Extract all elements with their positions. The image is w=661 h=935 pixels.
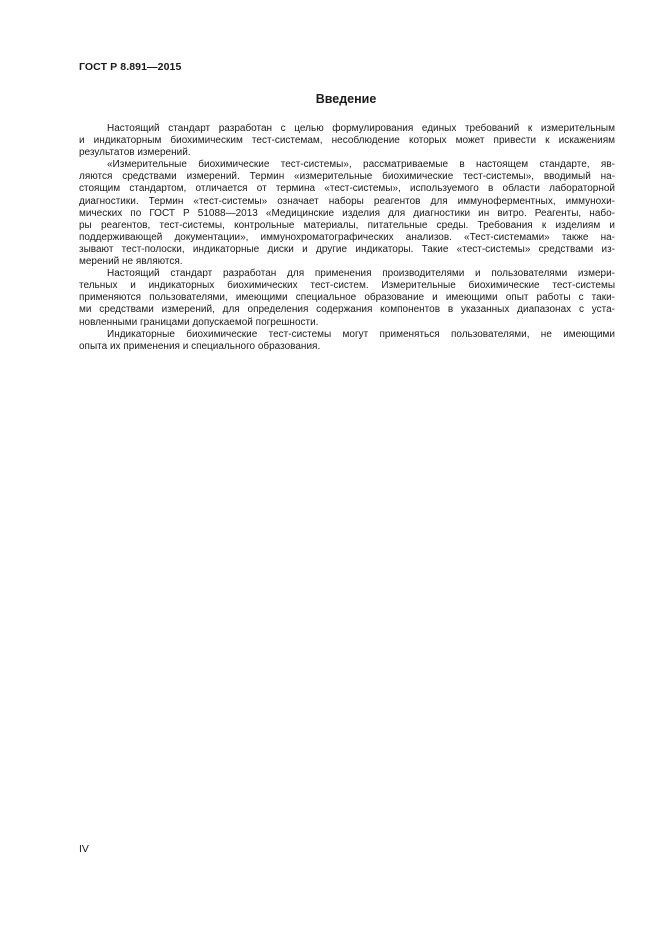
text-line: опыта их применения и специального образования. — [79, 340, 321, 352]
text-line: ми средствами измерений, для определения содержания компонентов в указанных диапазонах с уста- — [79, 304, 615, 316]
text-line: зывают тест-полоски, индикаторные диски и другие индикаторы. Такие «тест-системы» средствами из- — [79, 243, 615, 255]
text-line: мерений не являются. — [79, 256, 183, 268]
section-title: Введение — [315, 92, 377, 106]
text-line: Индикаторные биохимические тест-системы могут применяться пользователями, не имеющими — [107, 328, 615, 340]
text-line: и индикаторным биохимическим тест-системам, несоблюдение которых может привести к искажениям — [79, 135, 615, 147]
text-line: новленными границами допускаемой погрешности. — [79, 316, 319, 328]
text-line: тельных и индикаторных биохимических тест-систем. Измерительные биохимические тест-системы — [79, 280, 615, 292]
text-line: Настоящий стандарт разработан для применения производителями и пользователями измери- — [107, 268, 615, 280]
text-line: ры реагентов, тест-системы, контрольные материалы, питательные среды. Требования к изделиям и — [79, 219, 615, 231]
text-line: Настоящий стандарт разработан с целью формулирования единых требований к измерительным — [107, 123, 615, 134]
text-line: поддерживающей документации», иммунохроматографических анализов. «Тест-системами» также на- — [79, 231, 615, 243]
text-line: «Измерительные биохимические тест-системы», рассматриваемые в настоящем стандарте, яв- — [107, 159, 615, 171]
page-number: IV — [79, 843, 89, 855]
text-line: ляются средствами измерений. Термин «измерительные биохимические тест-системы», вводимый на- — [79, 171, 615, 183]
text-line: результатов измерений. — [79, 147, 191, 159]
text-line: применяются пользователями, имеющими специальное образование и имеющими опыт работы с таки- — [79, 292, 615, 304]
text-line: мических по ГОСТ Р 51088—2013 «Медицинские изделия для диагностики ин витро. Реагенты, набо- — [79, 207, 615, 219]
body-text — [79, 123, 615, 353]
text-line: стоящим стандартом, отличается от термина «тест-системы», используемого в области лабораторной — [79, 183, 615, 195]
text-line: диагностики. Термин «тест-системы» означает наборы реагентов для иммуноферментных, иммунохи- — [79, 195, 615, 207]
document-code: ГОСТ Р 8.891—2015 — [79, 61, 182, 73]
